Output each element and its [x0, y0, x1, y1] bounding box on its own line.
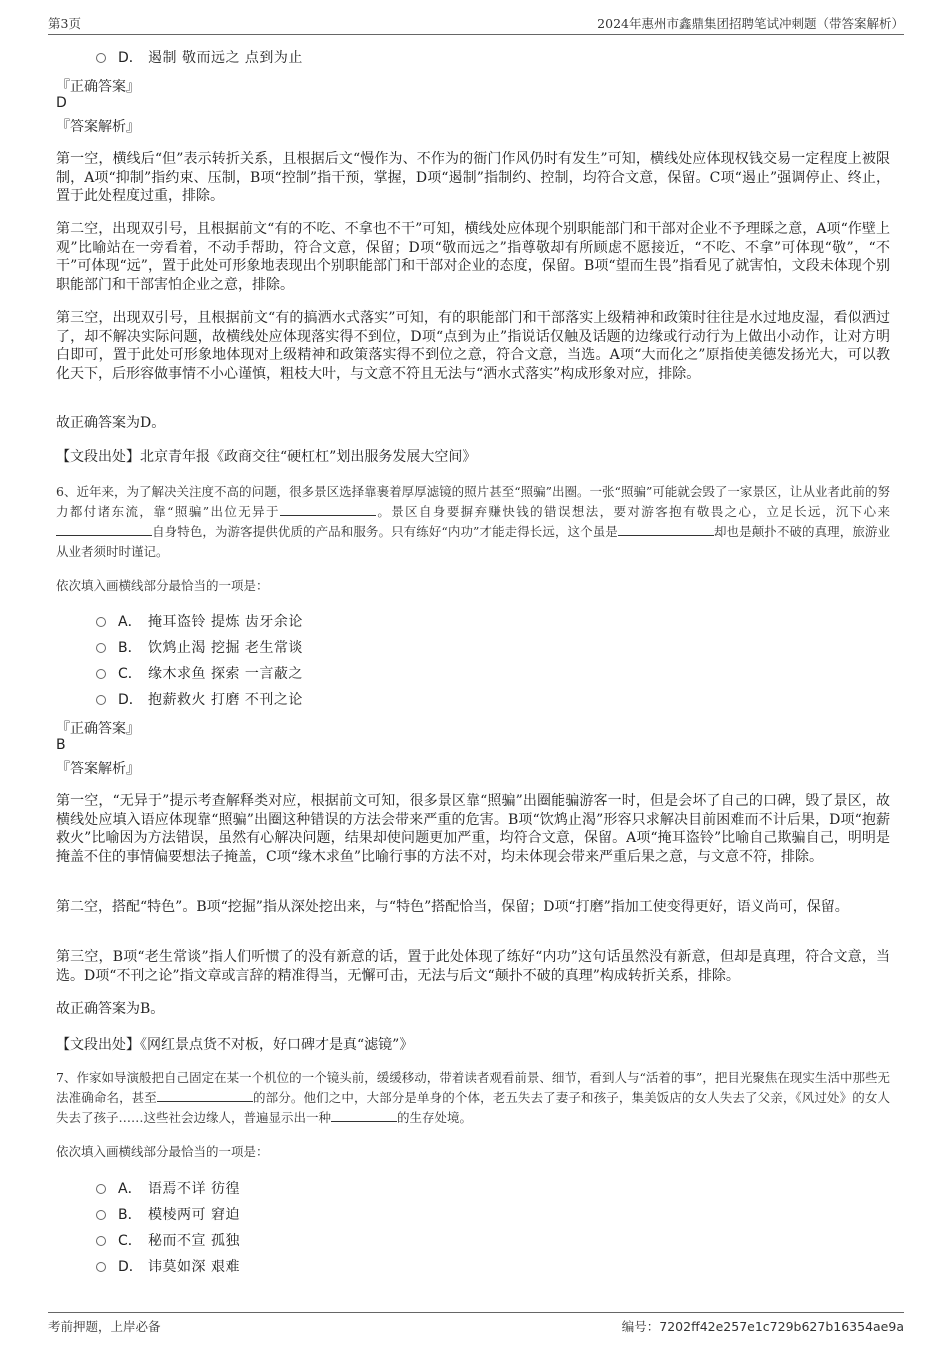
q5-option-d[interactable]: D． 遏制 敬而远之 点到为止	[96, 47, 303, 67]
footer-slogan: 考前押题，上岸必备	[48, 1319, 161, 1334]
radio-icon[interactable]	[96, 1262, 106, 1272]
q5-conclusion: 故正确答案为D。	[56, 415, 166, 431]
q6-analysis-p3: 第三空，B项“老生常谈”指人们听惯了的没有新意的话，置于此处体现了练好“内功”这句话虽然没有新意，但却是真理，符合文意，当选。D项“不刊之论”指文章或言辞的精准得当，无懈可击，无法与后文“颠扑不破的真理”构成转折关系，排除。	[56, 949, 890, 984]
q5-analysis-p2: 第二空，出现双引号，且根据前文“有的不吃、不拿也不干”可知，横线处应体现个别职能部门和干部对企业不予理睬之意，A项“作壁上观”比喻站在一旁看着，不动手帮助，符合文意，保留；D项“敬而远之”指尊敬却有所顾虑不愿接近，“不吃、不拿”可体现“敬”，“不干”可体现“远”，置于此处可形象地表现出个别职能部门和干部对企业的态度，保留。B项“望而生畏”指看见了就害怕，文段未体现个别职能部门和干部害怕企业之意，排除。	[56, 221, 890, 293]
radio-icon[interactable]	[96, 617, 106, 627]
radio-icon[interactable]	[96, 1236, 106, 1246]
q6-analysis-label: 『答案解析』	[56, 761, 140, 777]
radio-icon[interactable]	[96, 53, 106, 63]
q6-prompt: 依次填入画横线部分最恰当的一项是：	[56, 578, 269, 593]
q6-answer-label: 『正确答案』	[56, 721, 140, 737]
q7-option-a[interactable]: A． 语焉不详 彷徨	[96, 1178, 240, 1198]
document-code: 编号：7202ff42e257e1c729b627b16354ae9a	[621, 1319, 904, 1334]
q5-source: 【文段出处】北京青年报《政商交往“硬杠杠”划出服务发展大空间》	[56, 449, 477, 465]
q6-answer: B	[56, 737, 66, 753]
blank	[331, 1109, 397, 1122]
page-footer	[48, 1312, 904, 1334]
q5-answer: D	[56, 95, 67, 111]
q6-source: 【文段出处】《网红景点货不对板，好口碑才是真“滤镜”》	[56, 1037, 414, 1053]
page-number: 第3页	[48, 16, 81, 31]
q7-option-c[interactable]: C． 秘而不宣 孤独	[96, 1230, 240, 1250]
radio-icon[interactable]	[96, 1184, 106, 1194]
q6-option-a[interactable]: A． 掩耳盗铃 提炼 齿牙余论	[96, 611, 303, 631]
q6-stem: 6、近年来，为了解决关注度不高的问题，很多景区选择靠裹着厚厚滤镜的照片甚至“照骗”出圈。一张“照骗”可能就会毁了一家景区，让从业者此前的努力都付诸东流，靠“照骗”出位无异于 。景区自身要摒弃赚快钱的错误想法，要对游客抱有敬畏之心，立足长远，沉下心来自身特色，为游客提供优质的产品和服务。只有练好“内功”才能走得长远，这个虽是 却也是颠扑不破的真理，旅游业从业者须时时谨记。	[56, 484, 890, 559]
blank	[56, 523, 152, 536]
q6-option-b[interactable]: B． 饮鸩止渴 挖掘 老生常谈	[96, 637, 303, 657]
radio-icon[interactable]	[96, 695, 106, 705]
radio-icon[interactable]	[96, 643, 106, 653]
blank	[618, 523, 714, 536]
q7-prompt: 依次填入画横线部分最恰当的一项是：	[56, 1144, 269, 1159]
q7-option-b[interactable]: B． 模棱两可 窘迫	[96, 1204, 240, 1224]
page-header	[48, 12, 904, 35]
q7-stem: 7、作家如导演般把自己固定在某一个机位的一个镜头前，缓缓移动，带着读者观看前景、细节，看到人与“活着的事”，把目光聚焦在现实生活中那些无法准确命名，甚至 的部分。他们之中，大部分是单身的个体，老五失去了妻子和孩子，集美饭店的女人失去了父亲，《风过处》的女人失去了孩子……这些社会边缘人，普遍显示出一种 的生存处境。	[56, 1070, 890, 1125]
q6-conclusion: 故正确答案为B。	[56, 1001, 165, 1017]
document-title: 2024年惠州市鑫鼎集团招聘笔试冲刺题（带答案解析）	[597, 16, 904, 31]
blank	[280, 503, 376, 516]
q6-analysis-p2: 第二空，搭配“特色”。B项“挖掘”指从深处挖出来，与“特色”搭配恰当，保留；D项“打磨”指加工使变得更好，语义尚可，保留。	[56, 899, 849, 915]
blank	[157, 1089, 253, 1102]
radio-icon[interactable]	[96, 669, 106, 679]
q6-option-c[interactable]: C． 缘木求鱼 探索 一言蔽之	[96, 663, 303, 683]
q5-analysis-p3: 第三空，出现双引号，且根据前文“有的搞洒水式落实”可知，有的职能部门和干部落实上级精神和政策时往往是水过地皮湿，看似洒过了，却不解决实际问题，故横线处应体现落实得不到位，D项“点到为止”指说话仅触及话题的边缘或行动行为上做出小动作，让对方明白即可，置于此处可形象地体现对上级精神和政策落实得不到位之意，符合文意，当选。A项“大而化之”原指使美德发扬光大，可以教化天下，后形容做事情不小心谨慎，粗枝大叶，与文意不符且无法与“洒水式落实”构成形象对应，排除。	[56, 310, 890, 382]
q6-analysis-p1: 第一空，“无异于”提示考查解释类对应，根据前文可知，很多景区靠“照骗”出圈能骗游客一时，但是会坏了自己的口碑，毁了景区，故横线处应填入语应体现靠“照骗”出圈这种错误的方法会带来严重的危害。B项“饮鸩止渴”形容只求解决目前困难而不计后果，D项“抱薪救火”比喻因为方法错误，虽然有心解决问题，结果却使问题更加严重，均符合文意，保留。A项“掩耳盗铃”比喻自己欺骗自己，明明是掩盖不住的事情偏要想法子掩盖，C项“缘木求鱼”比喻行事的方法不对，均未体现会带来严重后果之意，与文意不符，排除。	[56, 793, 890, 865]
q5-analysis-p1: 第一空，横线后“但”表示转折关系，且根据后文“慢作为、不作为的衙门作风仍时有发生”可知，横线处应体现权钱交易一定程度上被限制，A项“抑制”指约束、压制，B项“控制”指干预，掌握，D项“遏制”指制约、控制，均符合文意，保留。C项“遏止”强调停止、终止，置于此处程度过重，排除。	[56, 151, 890, 204]
radio-icon[interactable]	[96, 1210, 106, 1220]
q6-option-d[interactable]: D． 抱薪救火 打磨 不刊之论	[96, 689, 303, 709]
q7-option-d[interactable]: D． 讳莫如深 艰难	[96, 1256, 240, 1276]
q5-answer-label: 『正确答案』	[56, 79, 140, 95]
q5-analysis-label: 『答案解析』	[56, 119, 140, 135]
